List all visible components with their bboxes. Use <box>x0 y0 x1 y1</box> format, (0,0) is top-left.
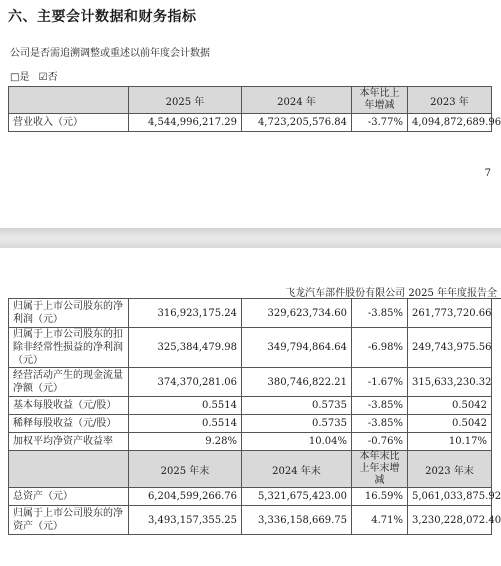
no-checkbox: ☑ <box>38 72 48 83</box>
no-label: 否 <box>47 72 58 83</box>
row-label: 归属于上市公司股东的净资产（元） <box>9 506 129 535</box>
value-cell: 10.17% <box>408 433 492 451</box>
value-cell: 4,544,996,217.29 <box>129 114 242 132</box>
value-cell: 0.5735 <box>242 397 352 415</box>
value-cell: -3.77% <box>352 114 408 132</box>
header-cell: 本年比上年增减 <box>352 87 408 114</box>
row-label: 归属于上市公司股东的扣除非经常性损益的净利润（元） <box>9 328 129 368</box>
revenue-table <box>8 86 501 132</box>
value-cell: 10.04% <box>242 433 352 451</box>
value-cell: 4,094,872,689.96 <box>408 114 492 132</box>
header-cell <box>9 87 129 114</box>
value-cell: 16.59% <box>352 488 408 506</box>
value-cell: 4,723,205,576.84 <box>242 114 352 132</box>
row-label: 加权平均净资产收益率 <box>9 433 129 451</box>
table-row <box>9 114 492 132</box>
value-cell: 0.5514 <box>129 415 242 433</box>
value-cell: -1.67% <box>352 368 408 397</box>
report-page-lower <box>0 248 501 566</box>
table-header-row <box>9 451 492 488</box>
header-cell: 2024 年末 <box>242 451 352 488</box>
value-cell: 0.5735 <box>242 415 352 433</box>
value-cell: 316,923,175.24 <box>129 299 242 328</box>
row-label: 稀释每股收益（元/股） <box>9 415 129 433</box>
row-label: 归属于上市公司股东的净利润（元） <box>9 299 129 328</box>
financial-indicators-table <box>8 298 501 535</box>
value-cell: 325,384,479.98 <box>129 328 242 368</box>
yes-checkbox: □ <box>10 72 20 83</box>
header-cell: 2025 年末 <box>129 451 242 488</box>
page-break <box>0 228 501 248</box>
value-cell: 3,336,158,669.75 <box>242 506 352 535</box>
restatement-question: 公司是否需追溯调整或重述以前年度会计数据 <box>10 48 210 59</box>
table-row <box>9 397 492 415</box>
section-title: 六、主要会计数据和财务指标 <box>8 9 197 25</box>
table-row <box>9 368 492 397</box>
value-cell: -0.76% <box>352 433 408 451</box>
table-row <box>9 506 492 535</box>
value-cell: -6.98% <box>352 328 408 368</box>
yes-label: 是 <box>19 72 30 83</box>
value-cell: 380,746,822.21 <box>242 368 352 397</box>
header-cell <box>9 451 129 488</box>
table-row <box>9 488 492 506</box>
value-cell: 0.5042 <box>408 397 492 415</box>
row-label: 总资产（元） <box>9 488 129 506</box>
value-cell: 9.28% <box>129 433 242 451</box>
table-row <box>9 299 492 328</box>
value-cell: 4.71% <box>352 506 408 535</box>
header-cell: 2024 年 <box>242 87 352 114</box>
table-row <box>9 415 492 433</box>
running-header: 飞龙汽车部件股份有限公司 2025 年年度报告全 <box>285 288 497 299</box>
header-cell: 2023 年 <box>408 87 492 114</box>
header-cell: 本年末比上年末增减 <box>352 451 408 488</box>
table-row <box>9 433 492 451</box>
value-cell: 0.5514 <box>129 397 242 415</box>
value-cell: 3,230,228,072.40 <box>408 506 492 535</box>
table-header-row <box>9 87 492 114</box>
value-cell: 315,633,230.32 <box>408 368 492 397</box>
restatement-options <box>10 68 58 83</box>
row-label: 营业收入（元） <box>9 114 129 132</box>
value-cell: 261,773,720.66 <box>408 299 492 328</box>
value-cell: 5,321,675,423.00 <box>242 488 352 506</box>
report-page-upper <box>0 0 501 228</box>
value-cell: -3.85% <box>352 299 408 328</box>
header-cell: 2023 年末 <box>408 451 492 488</box>
page-number: 7 <box>484 168 491 179</box>
value-cell: 374,370,281.06 <box>129 368 242 397</box>
value-cell: 329,623,734.60 <box>242 299 352 328</box>
header-cell: 2025 年 <box>129 87 242 114</box>
table-row <box>9 328 492 368</box>
value-cell: -3.85% <box>352 397 408 415</box>
value-cell: 349,794,864.64 <box>242 328 352 368</box>
value-cell: 3,493,157,355.25 <box>129 506 242 535</box>
row-label: 基本每股收益（元/股） <box>9 397 129 415</box>
value-cell: -3.85% <box>352 415 408 433</box>
value-cell: 249,743,975.56 <box>408 328 492 368</box>
row-label: 经营活动产生的现金流量净额（元） <box>9 368 129 397</box>
value-cell: 6,204,599,266.76 <box>129 488 242 506</box>
value-cell: 0.5042 <box>408 415 492 433</box>
value-cell: 5,061,033,875.92 <box>408 488 492 506</box>
